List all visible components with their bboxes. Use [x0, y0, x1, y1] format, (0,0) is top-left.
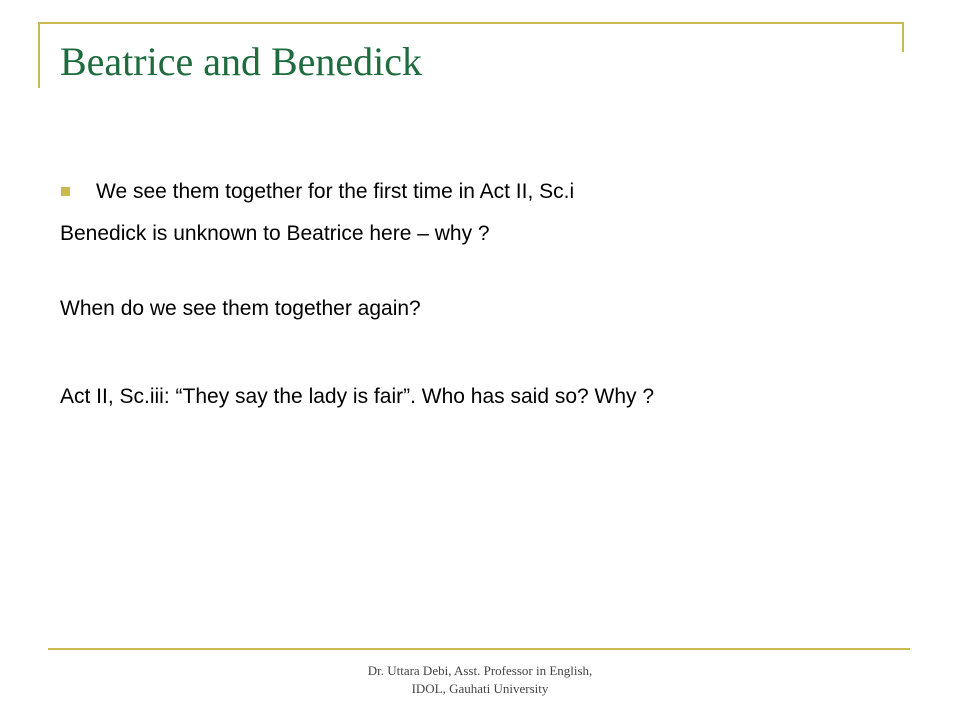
footer-rule: [48, 648, 910, 650]
body-line: Act II, Sc.iii: “They say the lady is fair”. Who has said so? Why ?: [60, 385, 655, 408]
slide-footer: [240, 662, 720, 698]
square-bullet-icon: [61, 187, 70, 196]
body-line: Benedick is unknown to Beatrice here – why ?: [60, 222, 490, 245]
body-line: When do we see them together again?: [60, 297, 421, 320]
frame-top-rule: [38, 22, 904, 24]
frame-left-rule: [38, 22, 40, 88]
bullet-item: [60, 170, 574, 214]
frame-right-rule: [902, 22, 904, 52]
slide-title: Beatrice and Benedick: [60, 39, 423, 84]
footer-line: Dr. Uttara Debi, Asst. Professor in English,: [367, 663, 593, 678]
bullet-text: We see them together for the first time in Act II, Sc.i: [96, 180, 575, 203]
footer-line: IDOL, Gauhati University: [411, 681, 549, 696]
